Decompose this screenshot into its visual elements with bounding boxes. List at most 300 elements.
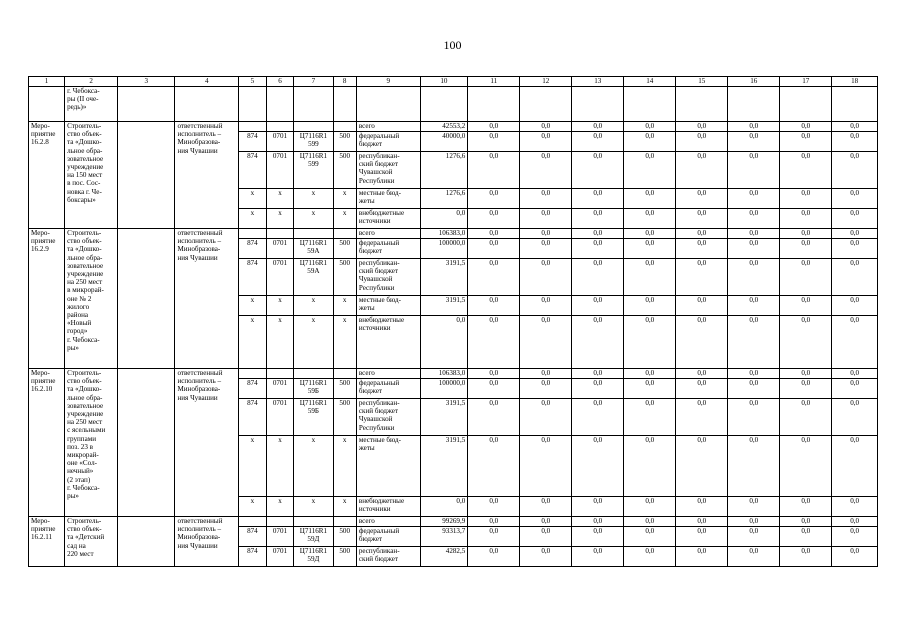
year-amount: 0,0 <box>728 497 780 517</box>
target-article: Ц7116R1 59Б <box>294 379 333 399</box>
year-amount: 0,0 <box>624 209 676 229</box>
total-amount: 4282,5 <box>420 547 468 567</box>
year-amount: 0,0 <box>572 259 624 296</box>
year-amount: 0,0 <box>520 527 572 547</box>
year-amount: 0,0 <box>728 259 780 296</box>
table-cell <box>520 87 572 122</box>
target-article: х <box>294 209 333 229</box>
year-amount: 0,0 <box>676 239 728 259</box>
year-amount: 0,0 <box>780 547 832 567</box>
expense-type <box>333 517 356 527</box>
grbs-code: 874 <box>239 527 267 547</box>
year-amount: 0,0 <box>780 517 832 527</box>
year-amount: 0,0 <box>624 527 676 547</box>
total-amount: 100000,0 <box>420 239 468 259</box>
table-cell <box>356 87 420 122</box>
budget-table <box>28 76 878 567</box>
target-article: Ц7116R1 599 <box>294 152 333 189</box>
year-amount: 0,0 <box>468 296 520 316</box>
year-amount: 0,0 <box>520 547 572 567</box>
year-amount: 0,0 <box>572 152 624 189</box>
year-amount: 0,0 <box>832 547 878 567</box>
year-amount: 0,0 <box>520 122 572 132</box>
target-article: Ц7116R1 59А <box>294 259 333 296</box>
year-amount: 0,0 <box>728 316 780 369</box>
expense-type <box>333 369 356 379</box>
table-row <box>29 229 878 239</box>
section-code: 0701 <box>266 399 294 436</box>
year-amount: 0,0 <box>780 239 832 259</box>
expense-type: 500 <box>333 152 356 189</box>
year-amount: 0,0 <box>624 547 676 567</box>
year-amount: 0,0 <box>728 189 780 209</box>
total-amount: 99269,9 <box>420 517 468 527</box>
total-amount: 106383,0 <box>420 229 468 239</box>
year-amount: 0,0 <box>780 209 832 229</box>
year-amount: 0,0 <box>572 379 624 399</box>
year-amount: 0,0 <box>832 152 878 189</box>
year-amount: 0,0 <box>780 296 832 316</box>
year-amount: 0,0 <box>468 527 520 547</box>
expense-type: х <box>333 296 356 316</box>
funding-source: всего <box>356 122 420 132</box>
column-number: 9 <box>356 77 420 87</box>
year-amount: 0,0 <box>624 239 676 259</box>
year-amount: 0,0 <box>520 436 572 497</box>
section-code <box>266 229 294 239</box>
column-number: 2 <box>65 77 118 87</box>
table-row <box>29 369 878 379</box>
grbs-code: 874 <box>239 259 267 296</box>
funding-source: всего <box>356 369 420 379</box>
funding-source: внебюджетные источники <box>356 316 420 369</box>
year-amount: 0,0 <box>520 497 572 517</box>
total-amount: 1276,6 <box>420 189 468 209</box>
year-amount: 0,0 <box>832 369 878 379</box>
section-code <box>266 517 294 527</box>
year-amount: 0,0 <box>676 189 728 209</box>
grbs-code <box>239 229 267 239</box>
funding-source: федеральный бюджет <box>356 379 420 399</box>
section-code: 0701 <box>266 239 294 259</box>
year-amount: 0,0 <box>624 296 676 316</box>
column-number: 4 <box>175 77 239 87</box>
section-code: 0701 <box>266 152 294 189</box>
year-amount: 0,0 <box>728 517 780 527</box>
expense-type: х <box>333 209 356 229</box>
funding-source: внебюджетные источники <box>356 497 420 517</box>
year-amount: 0,0 <box>468 229 520 239</box>
year-amount: 0,0 <box>624 379 676 399</box>
year-amount: 0,0 <box>520 229 572 239</box>
year-amount: 0,0 <box>728 296 780 316</box>
year-amount: 0,0 <box>780 527 832 547</box>
table-cell <box>624 87 676 122</box>
year-amount: 0,0 <box>572 316 624 369</box>
year-amount: 0,0 <box>676 132 728 152</box>
total-amount: 42553,2 <box>420 122 468 132</box>
year-amount: 0,0 <box>468 369 520 379</box>
year-amount: 0,0 <box>832 497 878 517</box>
expense-type: 500 <box>333 547 356 567</box>
table-cell <box>333 87 356 122</box>
year-amount: 0,0 <box>468 132 520 152</box>
funding-source: федеральный бюджет <box>356 239 420 259</box>
year-amount: 0,0 <box>780 379 832 399</box>
object-name: Строитель- ство объек- та «Детский сад на 220 мест <box>65 517 118 567</box>
year-amount: 0,0 <box>468 239 520 259</box>
year-amount: 0,0 <box>624 399 676 436</box>
column-number: 6 <box>266 77 294 87</box>
year-amount: 0,0 <box>780 132 832 152</box>
year-amount: 0,0 <box>520 379 572 399</box>
year-amount: 0,0 <box>624 517 676 527</box>
year-amount: 0,0 <box>572 132 624 152</box>
column-number: 13 <box>572 77 624 87</box>
funding-source: федеральный бюджет <box>356 527 420 547</box>
table-cell <box>780 87 832 122</box>
expense-type <box>333 229 356 239</box>
measure-id: Меро- приятие 16.2.8 <box>29 122 65 229</box>
target-article: Ц7116R1 59А <box>294 239 333 259</box>
section-code: х <box>266 189 294 209</box>
year-amount: 0,0 <box>624 369 676 379</box>
measure-id: Меро- приятие 16.2.9 <box>29 229 65 369</box>
table-cell <box>266 87 294 122</box>
table-cell <box>29 87 65 122</box>
target-article: х <box>294 436 333 497</box>
column-number-row <box>29 77 878 87</box>
year-amount: 0,0 <box>780 316 832 369</box>
table-cell <box>468 87 520 122</box>
object-name: Строитель- ство объек- та «Дошко- льное обра- зовательное учреждение на 250 мест в микрорай- оне № 2 жилого района «Новый город» г. Чебокса- ры» <box>65 229 118 369</box>
grbs-code: х <box>239 296 267 316</box>
year-amount: 0,0 <box>520 369 572 379</box>
year-amount: 0,0 <box>676 547 728 567</box>
column-number: 18 <box>832 77 878 87</box>
year-amount: 0,0 <box>728 369 780 379</box>
year-amount: 0,0 <box>468 379 520 399</box>
funding-source: всего <box>356 517 420 527</box>
target-article: Ц7116R1 59Д <box>294 547 333 567</box>
grbs-code: х <box>239 436 267 497</box>
year-amount: 0,0 <box>468 399 520 436</box>
section-code: 0701 <box>266 132 294 152</box>
empty-cell <box>118 122 175 229</box>
year-amount: 0,0 <box>832 229 878 239</box>
table-cell <box>118 87 175 122</box>
year-amount: 0,0 <box>520 316 572 369</box>
year-amount: 0,0 <box>780 369 832 379</box>
expense-type: х <box>333 189 356 209</box>
year-amount: 0,0 <box>468 122 520 132</box>
year-amount: 0,0 <box>832 296 878 316</box>
expense-type <box>333 122 356 132</box>
year-amount: 0,0 <box>676 152 728 189</box>
target-article: Ц7116R1 59Д <box>294 527 333 547</box>
year-amount: 0,0 <box>832 436 878 497</box>
year-amount: 0,0 <box>624 497 676 517</box>
year-amount: 0,0 <box>676 436 728 497</box>
expense-type: 500 <box>333 259 356 296</box>
year-amount: 0,0 <box>468 316 520 369</box>
grbs-code <box>239 517 267 527</box>
year-amount: 0,0 <box>832 527 878 547</box>
year-amount: 0,0 <box>468 209 520 229</box>
section-code <box>266 122 294 132</box>
year-amount: 0,0 <box>572 527 624 547</box>
column-number: 7 <box>294 77 333 87</box>
year-amount: 0,0 <box>572 229 624 239</box>
year-amount: 0,0 <box>728 132 780 152</box>
continuation-row <box>29 87 878 122</box>
expense-type: 500 <box>333 132 356 152</box>
target-article: х <box>294 296 333 316</box>
grbs-code: х <box>239 316 267 369</box>
total-amount: 93313,7 <box>420 527 468 547</box>
year-amount: 0,0 <box>832 189 878 209</box>
section-code: х <box>266 316 294 369</box>
year-amount: 0,0 <box>728 239 780 259</box>
section-code: 0701 <box>266 259 294 296</box>
year-amount: 0,0 <box>728 229 780 239</box>
year-amount: 0,0 <box>624 229 676 239</box>
funding-source: местные бюд- жеты <box>356 189 420 209</box>
year-amount: 0,0 <box>676 229 728 239</box>
expense-type: 500 <box>333 399 356 436</box>
year-amount: 0,0 <box>832 259 878 296</box>
year-amount: 0,0 <box>468 497 520 517</box>
table-cell <box>832 87 878 122</box>
year-amount: 0,0 <box>520 209 572 229</box>
grbs-code: 874 <box>239 399 267 436</box>
year-amount: 0,0 <box>572 369 624 379</box>
year-amount: 0,0 <box>676 379 728 399</box>
column-number: 1 <box>29 77 65 87</box>
year-amount: 0,0 <box>572 189 624 209</box>
year-amount: 0,0 <box>468 152 520 189</box>
empty-cell <box>118 229 175 369</box>
year-amount: 0,0 <box>676 209 728 229</box>
expense-type: х <box>333 316 356 369</box>
year-amount: 0,0 <box>624 189 676 209</box>
section-code: х <box>266 209 294 229</box>
empty-cell <box>118 369 175 517</box>
total-amount: 0,0 <box>420 497 468 517</box>
year-amount: 0,0 <box>520 296 572 316</box>
year-amount: 0,0 <box>572 436 624 497</box>
target-article: х <box>294 189 333 209</box>
year-amount: 0,0 <box>676 316 728 369</box>
year-amount: 0,0 <box>520 517 572 527</box>
table-cell <box>294 87 333 122</box>
year-amount: 0,0 <box>624 316 676 369</box>
table-row <box>29 122 878 132</box>
measure-id: Меро- приятие 16.2.11 <box>29 517 65 567</box>
year-amount: 0,0 <box>832 209 878 229</box>
year-amount: 0,0 <box>676 517 728 527</box>
year-amount: 0,0 <box>728 436 780 497</box>
year-amount: 0,0 <box>624 152 676 189</box>
target-article <box>294 517 333 527</box>
year-amount: 0,0 <box>520 239 572 259</box>
expense-type: х <box>333 497 356 517</box>
year-amount: 0,0 <box>832 379 878 399</box>
grbs-code: 874 <box>239 152 267 189</box>
measure-id: Меро- приятие 16.2.10 <box>29 369 65 517</box>
column-number: 5 <box>239 77 267 87</box>
year-amount: 0,0 <box>676 497 728 517</box>
table-row <box>29 517 878 527</box>
year-amount: 0,0 <box>520 152 572 189</box>
year-amount: 0,0 <box>780 229 832 239</box>
column-number: 14 <box>624 77 676 87</box>
total-amount: 100000,0 <box>420 379 468 399</box>
year-amount: 0,0 <box>572 296 624 316</box>
year-amount: 0,0 <box>624 132 676 152</box>
year-amount: 0,0 <box>572 517 624 527</box>
object-name: Строитель- ство объек- та «Дошко- льное обра- зовательное учреждение на 250 мест с ясельными группами поз. 23 в микрорай- оне «Сол- нечный» (2 этап) г. Чебокса- ры» <box>65 369 118 517</box>
funding-source: всего <box>356 229 420 239</box>
total-amount: 40000,0 <box>420 132 468 152</box>
year-amount: 0,0 <box>572 122 624 132</box>
column-number: 15 <box>676 77 728 87</box>
table-cell <box>420 87 468 122</box>
table-cell <box>175 87 239 122</box>
year-amount: 0,0 <box>832 517 878 527</box>
expense-type: 500 <box>333 379 356 399</box>
total-amount: 3191,5 <box>420 296 468 316</box>
executor: ответственный исполнитель – Минобразова- ния Чувашии <box>175 517 239 567</box>
funding-source: республикан- ский бюджет Чувашской Республики <box>356 399 420 436</box>
year-amount: 0,0 <box>780 497 832 517</box>
year-amount: 0,0 <box>624 259 676 296</box>
year-amount: 0,0 <box>676 399 728 436</box>
grbs-code <box>239 122 267 132</box>
funding-source: республикан- ский бюджет Чувашской Республики <box>356 259 420 296</box>
target-article: Ц7116R1 59Б <box>294 399 333 436</box>
section-code <box>266 369 294 379</box>
grbs-code <box>239 369 267 379</box>
executor: ответственный исполнитель – Минобразова- ния Чувашии <box>175 369 239 517</box>
year-amount: 0,0 <box>468 189 520 209</box>
year-amount: 0,0 <box>520 399 572 436</box>
grbs-code: 874 <box>239 547 267 567</box>
table-cell <box>676 87 728 122</box>
target-article <box>294 229 333 239</box>
year-amount: 0,0 <box>572 239 624 259</box>
funding-source: местные бюд- жеты <box>356 436 420 497</box>
section-code: 0701 <box>266 379 294 399</box>
grbs-code: 874 <box>239 132 267 152</box>
year-amount: 0,0 <box>728 152 780 189</box>
target-article: Ц7116R1 599 <box>294 132 333 152</box>
section-code: х <box>266 497 294 517</box>
year-amount: 0,0 <box>728 209 780 229</box>
year-amount: 0,0 <box>780 436 832 497</box>
year-amount: 0,0 <box>780 259 832 296</box>
year-amount: 0,0 <box>728 379 780 399</box>
year-amount: 0,0 <box>676 122 728 132</box>
page-number: 100 <box>443 38 462 52</box>
grbs-code: 874 <box>239 379 267 399</box>
expense-type: 500 <box>333 527 356 547</box>
year-amount: 0,0 <box>832 316 878 369</box>
table-cell <box>728 87 780 122</box>
object-name: Строитель- ство объек- та «Дошко- льное обра- зовательное учреждение на 150 мест в пос. Сос- новка г. Че- боксары» <box>65 122 118 229</box>
year-amount: 0,0 <box>520 132 572 152</box>
grbs-code: х <box>239 189 267 209</box>
funding-source: местные бюд- жеты <box>356 296 420 316</box>
year-amount: 0,0 <box>520 259 572 296</box>
empty-cell <box>118 517 175 567</box>
section-code: х <box>266 436 294 497</box>
column-number: 12 <box>520 77 572 87</box>
year-amount: 0,0 <box>468 259 520 296</box>
year-amount: 0,0 <box>780 189 832 209</box>
year-amount: 0,0 <box>676 259 728 296</box>
year-amount: 0,0 <box>468 517 520 527</box>
object-name-continued: г. Чебокса- ры (II оче- редь)» <box>65 87 118 122</box>
year-amount: 0,0 <box>572 497 624 517</box>
section-code: х <box>266 296 294 316</box>
funding-source: федеральный бюджет <box>356 132 420 152</box>
target-article: х <box>294 497 333 517</box>
target-article <box>294 122 333 132</box>
total-amount: 3191,5 <box>420 399 468 436</box>
total-amount: 1276,6 <box>420 152 468 189</box>
column-number: 8 <box>333 77 356 87</box>
expense-type: 500 <box>333 239 356 259</box>
column-number: 3 <box>118 77 175 87</box>
year-amount: 0,0 <box>832 399 878 436</box>
year-amount: 0,0 <box>780 399 832 436</box>
year-amount: 0,0 <box>572 547 624 567</box>
year-amount: 0,0 <box>676 527 728 547</box>
target-article: х <box>294 316 333 369</box>
column-number: 11 <box>468 77 520 87</box>
year-amount: 0,0 <box>728 122 780 132</box>
year-amount: 0,0 <box>728 527 780 547</box>
year-amount: 0,0 <box>780 152 832 189</box>
target-article <box>294 369 333 379</box>
year-amount: 0,0 <box>572 209 624 229</box>
year-amount: 0,0 <box>728 399 780 436</box>
column-number: 17 <box>780 77 832 87</box>
total-amount: 3191,5 <box>420 436 468 497</box>
year-amount: 0,0 <box>832 122 878 132</box>
year-amount: 0,0 <box>624 122 676 132</box>
section-code: 0701 <box>266 527 294 547</box>
year-amount: 0,0 <box>676 369 728 379</box>
total-amount: 3191,5 <box>420 259 468 296</box>
section-code: 0701 <box>266 547 294 567</box>
year-amount: 0,0 <box>520 189 572 209</box>
funding-source: республикан- ский бюджет Чувашской Республики <box>356 152 420 189</box>
executor: ответственный исполнитель – Минобразова- ния Чувашии <box>175 229 239 369</box>
year-amount: 0,0 <box>832 132 878 152</box>
year-amount: 0,0 <box>572 399 624 436</box>
funding-source: республикан- ский бюджет <box>356 547 420 567</box>
funding-source: внебюджетные источники <box>356 209 420 229</box>
total-amount: 0,0 <box>420 209 468 229</box>
grbs-code: 874 <box>239 239 267 259</box>
executor: ответственный исполнитель – Минобразова- ния Чувашии <box>175 122 239 229</box>
total-amount: 106383,0 <box>420 369 468 379</box>
year-amount: 0,0 <box>468 436 520 497</box>
year-amount: 0,0 <box>624 436 676 497</box>
grbs-code: х <box>239 209 267 229</box>
